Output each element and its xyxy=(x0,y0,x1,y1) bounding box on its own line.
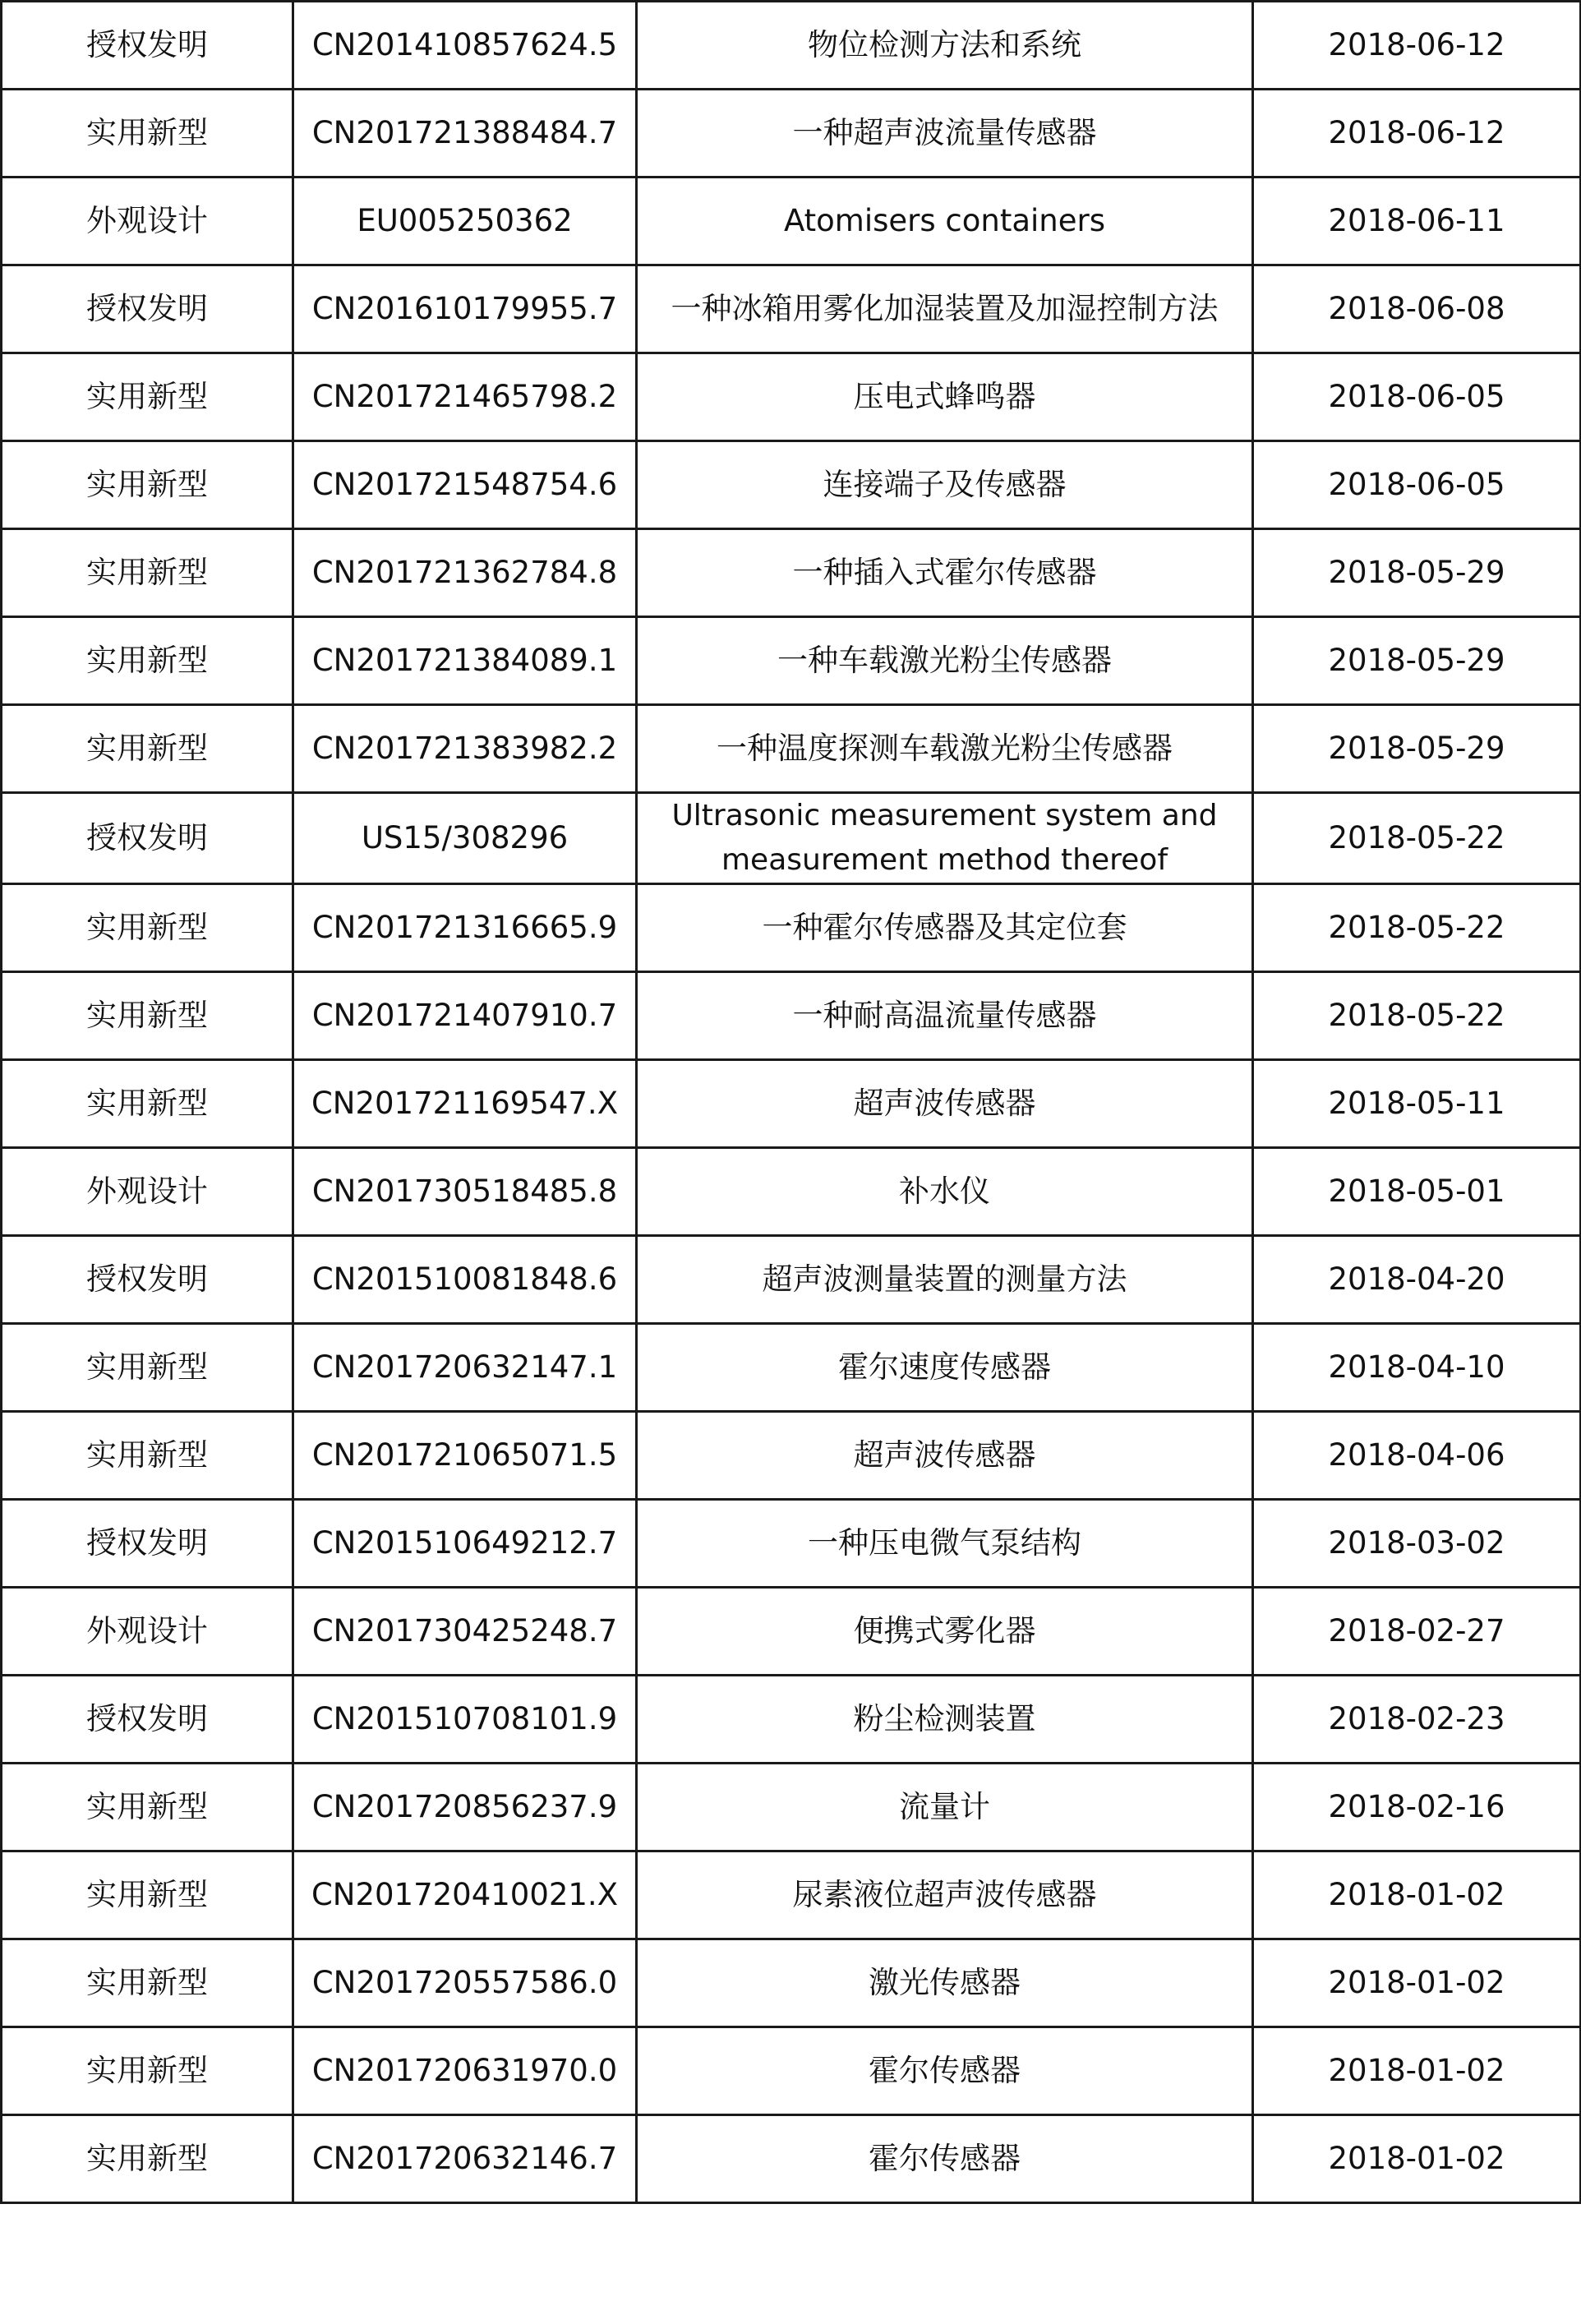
patent-type-cell: 实用新型 xyxy=(2,1764,293,1851)
patent-number-cell: CN201720557586.0 xyxy=(293,1939,637,2027)
patent-title-cell: 一种插入式霍尔传感器 xyxy=(637,529,1253,617)
patent-number-cell: CN201720410021.X xyxy=(293,1851,637,1939)
table-row xyxy=(2,793,1581,884)
patent-title-cell: 补水仪 xyxy=(637,1148,1253,1236)
patent-date-cell: 2018-04-10 xyxy=(1253,1324,1581,1412)
patent-number-cell: CN201721384089.1 xyxy=(293,617,637,705)
patent-date-cell: 2018-05-29 xyxy=(1253,529,1581,617)
patent-number-cell: CN201721065071.5 xyxy=(293,1412,637,1500)
patent-title-cell: 便携式雾化器 xyxy=(637,1588,1253,1676)
patent-type-cell: 实用新型 xyxy=(2,90,293,178)
patent-number-cell: CN201510081848.6 xyxy=(293,1236,637,1324)
table-row xyxy=(2,705,1581,793)
patent-type-cell: 外观设计 xyxy=(2,178,293,265)
patent-title-cell: 压电式蜂鸣器 xyxy=(637,353,1253,441)
patent-number-cell: CN201721362784.8 xyxy=(293,529,637,617)
table-row xyxy=(2,1324,1581,1412)
table-row xyxy=(2,1412,1581,1500)
patent-number-cell: CN201721169547.X xyxy=(293,1060,637,1148)
patent-number-cell: CN201410857624.5 xyxy=(293,2,637,90)
patent-date-cell: 2018-06-08 xyxy=(1253,265,1581,353)
patent-table-body xyxy=(2,2,1581,2203)
patent-date-cell: 2018-05-22 xyxy=(1253,972,1581,1060)
patent-number-cell: CN201510649212.7 xyxy=(293,1500,637,1588)
patent-date-cell: 2018-05-01 xyxy=(1253,1148,1581,1236)
patent-title-cell: 尿素液位超声波传感器 xyxy=(637,1851,1253,1939)
patent-date-cell: 2018-01-02 xyxy=(1253,1851,1581,1939)
patent-type-cell: 实用新型 xyxy=(2,529,293,617)
patent-title-cell: 超声波传感器 xyxy=(637,1060,1253,1148)
patent-date-cell: 2018-02-23 xyxy=(1253,1676,1581,1764)
patent-type-cell: 实用新型 xyxy=(2,1939,293,2027)
patent-number-cell: CN201721465798.2 xyxy=(293,353,637,441)
patent-type-cell: 授权发明 xyxy=(2,1236,293,1324)
table-row xyxy=(2,1939,1581,2027)
patent-date-cell: 2018-01-02 xyxy=(1253,1939,1581,2027)
patent-title-cell: 一种超声波流量传感器 xyxy=(637,90,1253,178)
patent-date-cell: 2018-05-11 xyxy=(1253,1060,1581,1148)
table-row xyxy=(2,2027,1581,2115)
patent-date-cell: 2018-05-22 xyxy=(1253,793,1581,884)
patent-title-cell: 霍尔速度传感器 xyxy=(637,1324,1253,1412)
patent-number-cell: CN201721316665.9 xyxy=(293,884,637,972)
patent-type-cell: 实用新型 xyxy=(2,353,293,441)
patent-type-cell: 实用新型 xyxy=(2,705,293,793)
patent-title-cell: 超声波测量装置的测量方法 xyxy=(637,1236,1253,1324)
patent-type-cell: 外观设计 xyxy=(2,1148,293,1236)
patent-date-cell: 2018-02-27 xyxy=(1253,1588,1581,1676)
patent-number-cell: CN201730425248.7 xyxy=(293,1588,637,1676)
table-row xyxy=(2,1236,1581,1324)
patent-type-cell: 授权发明 xyxy=(2,2,293,90)
patent-number-cell: CN201730518485.8 xyxy=(293,1148,637,1236)
patent-date-cell: 2018-06-12 xyxy=(1253,90,1581,178)
table-row xyxy=(2,1676,1581,1764)
table-row xyxy=(2,1148,1581,1236)
table-row xyxy=(2,1764,1581,1851)
patent-date-cell: 2018-04-20 xyxy=(1253,1236,1581,1324)
table-row xyxy=(2,884,1581,972)
patent-number-cell: CN201720632146.7 xyxy=(293,2115,637,2203)
patent-number-cell: CN201721388484.7 xyxy=(293,90,637,178)
patent-title-cell: 一种压电微气泵结构 xyxy=(637,1500,1253,1588)
patent-type-cell: 授权发明 xyxy=(2,1500,293,1588)
patent-date-cell: 2018-05-29 xyxy=(1253,617,1581,705)
patent-title-cell: Ultrasonic measurement system and measurement method thereof xyxy=(637,793,1253,884)
patent-type-cell: 授权发明 xyxy=(2,793,293,884)
patent-number-cell: CN201720631970.0 xyxy=(293,2027,637,2115)
patent-date-cell: 2018-01-02 xyxy=(1253,2027,1581,2115)
patent-date-cell: 2018-05-29 xyxy=(1253,705,1581,793)
table-row xyxy=(2,1851,1581,1939)
patent-type-cell: 实用新型 xyxy=(2,2027,293,2115)
patent-type-cell: 实用新型 xyxy=(2,1060,293,1148)
table-row xyxy=(2,617,1581,705)
patent-type-cell: 实用新型 xyxy=(2,441,293,529)
patent-type-cell: 授权发明 xyxy=(2,1676,293,1764)
patent-number-cell: EU005250362 xyxy=(293,178,637,265)
patent-date-cell: 2018-01-02 xyxy=(1253,2115,1581,2203)
patent-type-cell: 实用新型 xyxy=(2,1412,293,1500)
patent-title-cell: 霍尔传感器 xyxy=(637,2027,1253,2115)
patent-title-cell: 一种冰箱用雾化加湿装置及加湿控制方法 xyxy=(637,265,1253,353)
patent-number-cell: CN201720632147.1 xyxy=(293,1324,637,1412)
table-row xyxy=(2,2,1581,90)
patent-number-cell: US15/308296 xyxy=(293,793,637,884)
patent-title-cell: 一种耐高温流量传感器 xyxy=(637,972,1253,1060)
patent-title-cell: 一种温度探测车载激光粉尘传感器 xyxy=(637,705,1253,793)
patent-number-cell: CN201721383982.2 xyxy=(293,705,637,793)
patent-number-cell: CN201720856237.9 xyxy=(293,1764,637,1851)
patent-title-cell: 物位检测方法和系统 xyxy=(637,2,1253,90)
table-row xyxy=(2,1500,1581,1588)
patent-type-cell: 实用新型 xyxy=(2,1324,293,1412)
patent-title-cell: 一种车载激光粉尘传感器 xyxy=(637,617,1253,705)
patent-type-cell: 实用新型 xyxy=(2,884,293,972)
table-row xyxy=(2,2115,1581,2203)
patent-type-cell: 实用新型 xyxy=(2,617,293,705)
patent-date-cell: 2018-06-05 xyxy=(1253,353,1581,441)
patent-type-cell: 外观设计 xyxy=(2,1588,293,1676)
patent-date-cell: 2018-06-12 xyxy=(1253,2,1581,90)
table-row xyxy=(2,972,1581,1060)
patent-date-cell: 2018-05-22 xyxy=(1253,884,1581,972)
table-row xyxy=(2,441,1581,529)
patent-title-cell: 激光传感器 xyxy=(637,1939,1253,2027)
table-row xyxy=(2,1060,1581,1148)
patent-type-cell: 实用新型 xyxy=(2,2115,293,2203)
patent-date-cell: 2018-06-05 xyxy=(1253,441,1581,529)
patent-date-cell: 2018-04-06 xyxy=(1253,1412,1581,1500)
patent-type-cell: 实用新型 xyxy=(2,1851,293,1939)
table-row xyxy=(2,178,1581,265)
patent-number-cell: CN201721407910.7 xyxy=(293,972,637,1060)
patent-type-cell: 实用新型 xyxy=(2,972,293,1060)
patent-title-cell: 粉尘检测装置 xyxy=(637,1676,1253,1764)
patent-title-cell: 一种霍尔传感器及其定位套 xyxy=(637,884,1253,972)
patent-date-cell: 2018-06-11 xyxy=(1253,178,1581,265)
patent-number-cell: CN201610179955.7 xyxy=(293,265,637,353)
table-row xyxy=(2,529,1581,617)
table-row xyxy=(2,1588,1581,1676)
patent-date-cell: 2018-03-02 xyxy=(1253,1500,1581,1588)
patent-number-cell: CN201510708101.9 xyxy=(293,1676,637,1764)
table-row xyxy=(2,265,1581,353)
patent-title-cell: 超声波传感器 xyxy=(637,1412,1253,1500)
table-row xyxy=(2,353,1581,441)
patent-date-cell: 2018-02-16 xyxy=(1253,1764,1581,1851)
patent-title-cell: 连接端子及传感器 xyxy=(637,441,1253,529)
patent-title-cell: Atomisers containers xyxy=(637,178,1253,265)
patent-number-cell: CN201721548754.6 xyxy=(293,441,637,529)
table-row xyxy=(2,90,1581,178)
patent-title-cell: 霍尔传感器 xyxy=(637,2115,1253,2203)
patent-type-cell: 授权发明 xyxy=(2,265,293,353)
patent-title-cell: 流量计 xyxy=(637,1764,1253,1851)
